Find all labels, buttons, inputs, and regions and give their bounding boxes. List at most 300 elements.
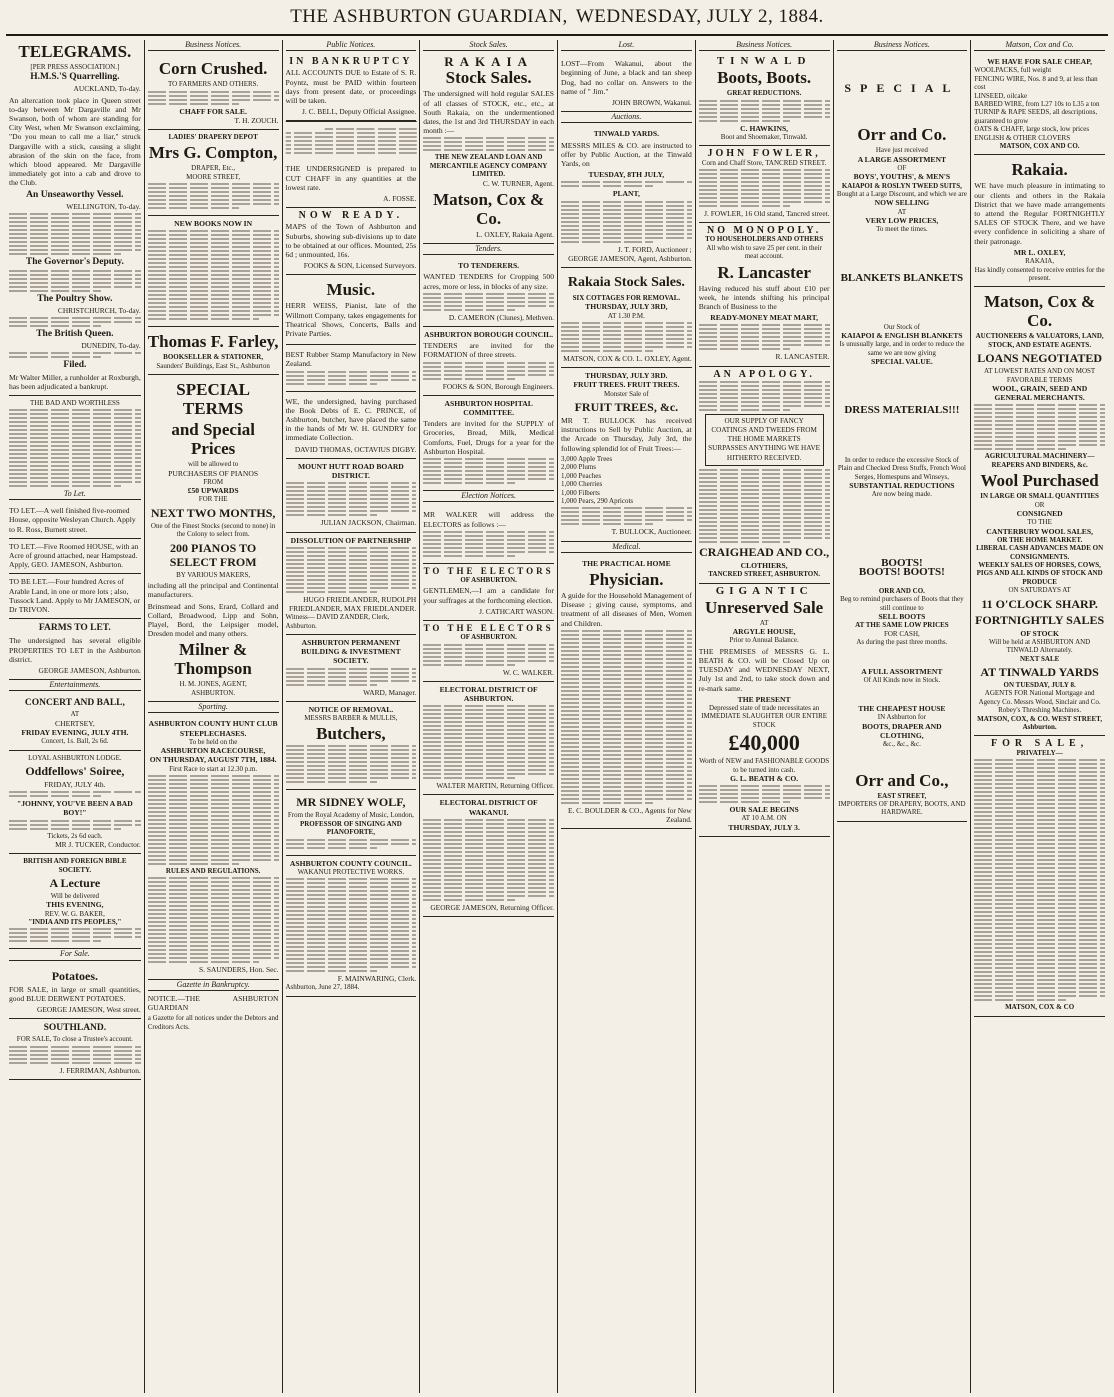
wool-purchased: Wool Purchased [980,471,1099,491]
first-race: First Race to start at 12.30 p.m. [169,764,258,773]
milner-place: ASHBURTON. [191,688,236,697]
rakaia-stock-ad [423,54,554,244]
woolpacks: WOOLPACKS, full weight [974,66,1052,75]
special-value: SPECIAL VALUE. [870,357,933,367]
orr-co: ORR AND CO. [878,586,925,595]
consigned: CONSIGNED [1016,508,1063,518]
fooks-eng-sig: FOOKS & SON, Borough Engineers. [442,381,554,391]
farley-sub: BOOKSELLER & STATIONER, [163,353,264,362]
monopoly-ad [699,223,830,366]
compton-sub: DRAPER, Etc., [191,164,236,173]
for-sale-cheap-ad [974,54,1105,155]
to-let-ad-3: TO BE LET.—Four hundred Acres of Arable Land, in one or more lots ; also, Tussock Land. Apply to Mr JAMESON, or Dr TRIVON. [9,574,141,619]
witness: Witness— DAVID ZANDER, Clerk, Ashburton. [285,613,390,630]
music-ad [286,275,417,345]
tree-item: 3,000 Apple Trees [561,454,613,463]
lancaster-more [699,324,830,350]
lecture-by: REV. W. G. BAKER, [44,909,105,918]
dissolution-heading: DISSOLUTION OF PARTNERSHIP [290,535,412,545]
column-6 [695,40,833,1393]
ford-sig: J. T. FORD, Auctioneer ; [617,244,692,254]
rakaia-cottages-ad [561,268,692,368]
southland-ad [9,1019,141,1080]
removal-ad [286,702,417,791]
will-allow: will be allowed to [187,460,239,469]
john-brown-sig: JOHN BROWN, Wakanui. [612,98,692,108]
fosse-sig: A. FOSSE. [383,194,417,204]
linseed: LINSEED, oilcake [974,91,1028,100]
fooks-sig: FOOKS & SON, Licensed Surveyors. [303,261,417,271]
auction-date: TUESDAY, 8TH JULY, [588,170,665,180]
column-7 [833,40,971,1393]
compton-text [148,183,279,209]
special-prices: and Special Prices [171,420,255,459]
columns [6,40,1108,1393]
very-low-prices: VERY LOW PRICES, [865,216,939,226]
bible-society: BRITISH AND FOREIGN BIBLE SOCIETY. [23,857,127,874]
physician-text: A guide for the Household Management of Disease ; giving cause, symptoms, and treatment of all diseases of Men, Women and Children. [561,590,692,628]
tree-item: 1,000 Pears, 290 Apricots [561,496,634,505]
unreserved-heading: Unreserved Sale [705,597,824,617]
medical-section: Medical. [561,542,692,553]
lost-ad [561,54,692,112]
bankruptcy-ad [286,54,417,121]
weiss-text: HERR WEISS, Pianist, late of the Willmott Company, takes engagements for Theatrical Shows, Concerts, Balls and Private Parties. [285,301,417,339]
cameron-sig: D. CAMERON (Clunes), Methven. [448,312,554,322]
cheapest-house: THE CHEAPEST HOUSE [858,704,946,714]
oxley-name: MR L. OXLEY, [1013,247,1066,257]
apology-more [699,469,830,543]
fowler-text [699,169,830,207]
stamp-more [286,371,417,385]
vessel-text [9,213,141,255]
sidney-ad [286,790,417,855]
hop-bitters-text [9,409,141,487]
chaff-cut-ad [286,159,417,208]
lecture-text [9,928,141,942]
jameson-sig: GEORGE JAMESON, Returning Officer. [430,902,554,912]
monopoly-heading: NO MONOPOLY. [707,225,822,237]
gazette-notice: NOTICE.—THE ASHBURTON GUARDIAN [147,993,279,1012]
lecture-ad [9,854,141,949]
boulder-sig: E. C. BOULDER & CO., Agents for New Zealand. [567,805,692,824]
sell-boots: SELL BOOTS [878,612,926,622]
sidney-sub: From the Royal Academy of Music, London, [287,811,414,820]
ashburton-date: Ashburton, June 27, 1884. [285,983,360,992]
fruit-date: THURSDAY, JULY 3RD. [585,371,668,381]
tinwald-yards-8: AT TINWALD YARDS [980,665,1099,680]
turner-sig: C. W. TURNER, Agent. [482,178,554,188]
or-1: OR [1034,500,1045,509]
borough-ad [423,327,554,396]
etc: &c., &c., &c. [882,740,921,749]
electors-heading-2: TO THE ELECTORS [423,622,554,633]
new-books-ad [148,216,279,327]
fruit-more [561,507,692,525]
walker-electors-ad [423,621,554,682]
tinwald-heading: TINWALD [716,55,812,68]
unusually-text: Is unusually large, and in order to reduce the same we are now giving [839,340,965,357]
ward-sig: WARD, Manager. [363,687,417,697]
steeplechase-ad [148,716,279,979]
matson-oxley-sig: MATSON, COX & CO. L. OXLEY, Agent. [563,354,692,364]
compton-street: MOORE STREET, [186,172,241,181]
singing: PROFESSOR OF SINGING AND PIANOFORTE, [299,819,402,837]
poultry-place: CHRISTCHURCH, To-day. [57,305,141,315]
fruit-heading: FRUIT TREES. FRUIT TREES. [573,380,680,390]
farley-heading: Thomas F. Farley, [147,332,279,352]
lecture-india: "INDIA AND ITS PEOPLES," [28,917,122,926]
vessel-place: WELLINGTON, To-day. [66,201,141,211]
upside-down-text [286,128,417,154]
column-5 [557,40,695,1393]
rakaia-heading: RAKAIA [444,54,533,70]
race-date: ON THURSDAY, AUGUST 7TH, 1884. [149,755,277,765]
wason-ad [423,564,554,621]
from: FROM [203,477,224,486]
telegrams-heading: TELEGRAMS. [18,42,132,61]
sporting-section: Sporting. [148,702,279,713]
cathcart-sig: J. CATHCART WASON. [479,606,554,616]
milner-agent: H. M. JONES, AGENT, [179,680,247,689]
fowler-heading: JOHN FOWLER, [707,148,821,160]
householders: TO HOUSEHOLDERS AND OTHERS [705,235,824,244]
column-4 [419,40,557,1393]
now-ready-ad [286,208,417,275]
butchers-heading: Butchers, [316,724,386,744]
bad-worthless-heading: THE BAD AND WORTHLESS [29,398,120,407]
electoral-ashburton-ad [423,682,554,796]
are-now: Are now being made. [871,490,932,499]
matson-end-sig: MATSON, COX & CO [1005,1003,1075,1012]
county-council-heading: ASHBURTON COUNTY COUNCIL. [289,858,412,868]
various-makers: BY VARIOUS MAKERS, [176,570,251,579]
rakaia-ad [974,155,1105,287]
quarrelling-heading: H.M.S.'S Quarrelling. [30,72,120,83]
poultry-text [9,317,141,327]
borough-text: TENDERS are invited for the FORMATION of three streets. [423,341,554,360]
prior-balance: Prior to Annual Balance. [729,636,799,645]
wool-grain: WOOL, GRAIN, SEED AND GENERAL MERCHANTS. [992,383,1088,403]
beath-text [699,785,830,803]
stock-sales-heading: Stock Sales. [445,68,532,88]
corn-sub: TO FARMERS AND OTHERS. [167,80,259,89]
including: including all the principal and Continental manufacturers. [147,581,279,600]
beath-name: G. L. BEATH & CO. [730,773,799,783]
for-the: FOR THE [198,495,228,504]
to-let-section: To Let. [9,489,141,500]
fowler-ad [699,146,830,223]
privately: PRIVATELY— [1016,748,1063,757]
apology-ad [699,367,830,584]
tuesday-july: ON TUESDAY, JULY 8. [1003,681,1076,690]
on-saturdays: ON SATURDAYS AT [1008,586,1071,595]
poultry-heading: The Poultry Show. [37,293,113,304]
farms-sig: GEORGE JAMESON, Ashburton. [38,665,141,675]
cottages-text [561,322,692,352]
stock-list [974,404,1105,450]
julian-sig: JULIAN JACKSON, Chairman. [320,518,417,528]
stamp-text: BEST Rubber Stamp Manufactory in New Zealand. [285,350,417,369]
barbed-wire: BARBED WIRE, from L27 10s to L35 a ton [974,100,1100,109]
next-two-months: NEXT TWO MONTHS, [150,505,276,520]
book-debts-text: WE, the undersigned, having purchased the Book Debts of E. C. PRINCE, of Ashburton, butcher, have placed the same in the hands of Mr W. H. GUNDRY for immediate Collection. [285,396,417,443]
lecture-will: Will be delivered [50,891,100,900]
lost-section: Lost. [561,40,692,51]
rules-text [148,877,279,963]
concert-at: AT [70,710,80,719]
rules-heading: RULES AND REGULATIONS. [165,866,261,875]
nz-loan: THE NEW ZEALAND LOAN AND MERCANTILE AGENCY COMPANY LIMITED. [429,153,548,179]
potatoes-sig: GEORGE JAMESON, West street. [36,1005,141,1014]
pianos-ad [148,375,279,702]
in-ashburton: IN Ashburton for [877,713,926,722]
oddfellows-text [9,791,141,797]
corn-ad [148,54,279,130]
public-notices-section: Public Notices. [286,40,417,51]
at-1: AT [897,207,907,216]
racecourse: ASHBURTON RACECOURSE, [160,746,266,756]
plain-checked: Plain and Checked Dress Stuffs, French Wool Serges, Homespuns and Winseys, [837,464,966,481]
mount-hutt-ad [286,459,417,533]
eleven-oclock: 11 O'CLOCK SHARP. [981,596,1098,611]
boots-heading-1: BOOTS! [881,556,923,569]
english-clovers: ENGLISH & OTHER CLOVERS [974,133,1071,142]
removal-heading: NOTICE OF REMOVAL. [308,704,394,714]
potatoes-text: FOR SALE, in large or small quantities, good BLUE DERWENT POTATOES. [9,984,141,1003]
concert-heading: CONCERT AND BALL, [24,698,125,709]
lancaster-heading: R. Lancaster [717,262,811,282]
now-selling: NOW SELLING [874,198,930,208]
press-association: [PER PRESS ASSOCIATION.] [30,63,120,71]
boots-heading-2: BOOTS! BOOTS! [858,565,945,578]
british-queen-text [9,352,141,358]
permanent-ad [286,635,417,702]
oxley-sig: L. OXLEY, Rakaia Agent. [476,229,554,239]
butchers-text [286,745,417,783]
physician-more [561,630,692,804]
ladies-depot: LADIES' DRAPERY DEPOT [168,133,258,142]
tancred-street: TANCRED STREET, ASHBURTON. [708,570,821,579]
concert-prices: Concert, 1s. Ball, 2s 6d. [41,737,109,746]
british-queen-heading: The British Queen. [36,329,114,340]
oddfellows-date: FRIDAY, JULY 4th. [44,779,106,789]
matson-heading: Matson, Cox & Co. [433,189,545,228]
book-debts-ad [286,392,417,459]
fowler-sub: Corn and Chaff Store, TANCRED STREET. [701,158,827,167]
new-books-text [148,230,279,320]
agricultural: AGRICULTURAL MACHINERY—REAPERS AND BINDERS, &c. [984,452,1095,469]
depressed-text: Depressed state of trade necessitates an IMMEDIATE SLAUGHTER OUR ENTIRE STOCK [701,703,828,729]
sidney-text [286,839,417,849]
tenderers-ad [423,258,554,327]
masthead-title: THE ASHBURTON GUARDIAN, [290,6,568,27]
southland-sub: FOR SALE, To close a Trustee's account. [16,1035,133,1044]
upside-down-ad [286,121,417,159]
vessel-heading: An Unseaworthy Vessel. [26,189,124,200]
concert-date: FRIDAY EVENING, JULY 4TH. [21,727,129,737]
farley-address: Saunders' Buildings, East St., Ashburton [156,361,270,370]
business-notices-6: Business Notices. [699,40,830,51]
orr-co-heading: Orr and Co., [855,770,949,790]
walker-dates [423,531,554,557]
tickets: Tickets, 2s 6d each. [47,831,103,840]
auctions-section: Auctions. [561,112,692,123]
lecture-heading: A Lecture [49,875,101,890]
rakaia-text-8: WE have much pleasure in intimating to our clients and others in the Rakaia District that we have made arrangements to attend the Regular FORTNIGHTLY SALES OF STOCK There, and we have every confidence in soliciting a share of their patronage. [974,181,1105,246]
bullock-sig: T. BULLOCK, Auctioneer. [611,527,692,537]
of-stock: OF STOCK [1020,628,1059,638]
matson-sig-1: MATSON, COX AND CO. [999,142,1080,151]
as-during: As during the past three months. [856,638,948,647]
large-small: IN LARGE OR SMALL QUANTITIES [980,492,1099,501]
auction-intro [561,181,692,187]
tree-item: 1,000 Peaches [561,471,602,480]
bought-text: Bought at a Large Discount, and which we are [836,190,967,199]
fruit-trees-ad [561,368,692,541]
governor-heading: The Governor's Deputy. [25,256,124,267]
beg-remind: Beg to remind purchasers of Boots that they still continue to [840,595,964,612]
column-1 [6,40,144,1393]
tenderers-heading: TO TENDERERS. [458,261,520,271]
lecture-evening: THIS EVENING, [46,900,104,910]
tinwald-auction-ad [561,126,692,268]
lancaster-sig: R. LANCASTER. [775,352,830,362]
fruit-trees-heading: FRUIT TREES, &c. [574,400,679,415]
mount-hutt-heading: MOUNT HUTT ROAD BOARD DISTRICT. [297,461,404,481]
gentlemen-text: GENTLEMEN,—I am a candidate for your suffrages at the forthcoming election. [423,586,554,605]
agents-for: AGENTS FOR National Mortgage and Agency Co. Messrs Wood, Sinclair and Co. Robey's Threshing Machines. [978,689,1101,715]
turnip-seeds: TURNIP & RAPE SEEDS, all descriptions, guaranteed to grow [974,108,1098,125]
for-sale-section: For Sale. [9,949,141,960]
farley-ad [148,327,279,375]
to-the: TO THE [1027,518,1052,527]
our-sale-begins: OUR SALE BEGINS [729,805,799,815]
next-sale: NEXT SALE [1019,654,1060,663]
new-books-heading: NEW BOOKS NOW IN [174,219,253,229]
farms-text: The undersigned has several eligible PROPERTIES TO LET in the Ashburton district. [9,636,141,664]
of-ashburton-2: OF ASHBURTON. [460,633,517,642]
rakaia-dates [423,137,554,151]
tinwald-yards: TINWALD YARDS. [593,129,659,139]
column-3 [282,40,420,1393]
to-meet: To meet the times. [876,225,928,234]
liberal-advances: LIBERAL CASH ADVANCES MADE ON CONSIGNMENTS. [976,544,1104,561]
canterbury: CANTERBURY WOOL SALES, [986,526,1093,536]
piano-makers: Brinsmead and Sons, Erard, Collard and Collard, Broadwood, Lipp and Sohn, Playel, Bord, the Leipsiger model, Dresden model and many others. [147,601,279,639]
blankets-heading: BLANKETS BLANKETS [840,271,964,284]
business-notices-section: Business Notices. [148,40,279,51]
gigantic-heading: GIGANTIC [715,584,813,597]
walker-text: MR WALKER will address the ELECTORS as follows :— [423,510,554,529]
rakaia-stock-sales: Rakaia Stock Sales. [567,275,685,291]
mainwaring-sig: F. MAINWARING, Clerk. [337,974,417,984]
tenderers-more [423,293,554,311]
walker-electors-text [423,644,554,666]
bankruptcy-sig: J. C. BELL, Deputy Official Assignee. [302,107,417,117]
miles-text: MESSRS MILES & CO. are instructed to offer by Public Auction, at the Tinwald Yards, on [561,140,692,169]
loans-heading: LOANS NEGOTIATED [977,351,1103,366]
boots-draper: BOOTS, DRAPER AND [862,721,942,731]
great-reductions: GREAT REDUCTIONS. [726,89,802,98]
boots-heading: Boots, Boots. [717,68,812,88]
in-order: In order to reduce the excessive Stock of [844,455,959,464]
bullock-text: MR T. BULLOCK has received instructions to Sell by Public Auction, at the Arcade on Thursday, July 3rd, the following splendid lot of Fruit Trees:— [561,416,692,453]
matson-section: Matson, Cox and Co. [974,40,1105,51]
for-sale-list-ad [974,736,1105,1016]
johnny-title: "JOHNNY, YOU'VE BEEN A BAD BOY!" [17,799,133,818]
electoral-wakanui-ad [423,795,554,917]
for-sale-heading: FOR SALE, [991,738,1089,750]
oddfellows-heading: Oddfellows' Soiree, [25,763,125,778]
barber-mullis: MESSRS BARBER & MULLIS, [304,713,398,722]
oats-chaff: OATS & CHAFF, large stock, low prices [974,125,1090,134]
fowler-sig: J. FOWLER, 16 Old stand, Tancred street. [704,209,830,219]
county-council-ad [286,856,417,997]
book-debts-sig: DAVID THOMAS, OCTAVIUS DIGBY. [294,444,417,454]
craighead-heading: CRAIGHEAD AND CO., [699,544,830,559]
hawkins-ad [699,54,830,146]
clothiers: CLOTHIERS, [740,560,788,570]
six-cottages: SIX COTTAGES FOR REMOVAL. [572,294,681,303]
borough-heading: ASHBURTON BOROUGH COUNCIL. [424,330,554,340]
gazette-text: a Gazette for all notices under the Debtors and Creditors Acts. [147,1014,279,1031]
quarrelling-text: An altercation took place in Queen street to-day between Mr Dargaville and Mr Swanson, both of whom are standing for City West, when Mr Swanson exclaiming, "Do you mean to call me a liar," struck Dargaville with a stick, causing a slight abrasion of the skin on the face, from which blood appeared. Mr Dargaville immediately got into a cab and drove to the Club. [9,95,141,188]
masthead [6,0,1108,36]
concert-ad [9,694,141,750]
hospital-text: Tenders are invited for the SUPPLY of Groceries, Bread, Milk, Medical Comforts, Fuel, Drugs for a year for the Ashburton Hospital. [423,419,554,456]
corn-text [148,91,279,105]
loyal-lodge: LOYAL ASHBURTON LODGE. [28,753,122,762]
farms-ad [9,619,141,680]
chaff-cut-text: THE UNDERSIGNED is prepared to CUT CHAFF in any quantities at the lowest rate. [285,164,417,192]
tenders-section: Tenders. [423,244,554,255]
special-terms: SPECIAL TERMS [176,380,250,419]
to-let-ad-2: TO LET.—Five Roomed HOUSE, with an Acre of ground attached, near Hampstead. Apply, GEO. JAMESON, Ashburton. [9,539,141,575]
gigantic-ad [699,584,830,837]
wakanui-works: WAKANUI PROTECTIVE WORKS. [297,867,405,876]
purchasers: PURCHASERS OF PIANOS [168,468,259,478]
governor-text [9,270,141,292]
worth-text: Worth of NEW and FASHIONABLE GOODS to be turned into cash. [699,757,830,774]
rakaia-heading-8: Rakaia. [1011,160,1068,180]
sale-date: THURSDAY, JULY 3. [728,822,800,832]
ferriman-sig: J. FERRIMAN, Ashburton. [59,1065,141,1075]
lancaster-text: Having reduced his stuff about £10 per week, he intends shifting his principal Branch of Business to the [698,283,830,312]
hospital-more [423,458,554,484]
hawkins-text [699,100,830,122]
hawkins-name: C. HAWKINS, [740,123,789,133]
cottages-date: THURSDAY, JULY 3RD, [585,302,668,312]
farms-heading: FARMS TO LET. [38,623,111,634]
rakaia-text: The undersigned will hold regular SALES of all classes of STOCK, etc., etc., at South Rakaia, on the undermentioned dates, the 1st and 3rd THURSDAY in each month :— [423,89,554,136]
borough-more [423,362,554,380]
electors-heading-1: TO THE ELECTORS [423,565,554,576]
mount-hutt-text [286,482,417,516]
filed-text: Mr Walter Miller, a runholder at Roxburgh, has been adjudicated a bankrupt. [9,373,141,392]
saunders-sig: S. SAUNDERS, Hon. Sec. [199,965,279,975]
tree-item: 1,000 Filberts [561,488,600,497]
plant-heading: PLANT, [612,189,640,199]
hospital-heading: ASHBURTON HOSPITAL COMMITTEE. [444,398,533,418]
matson-west: MATSON, COX, & CO. WEST STREET, Ashburton. [977,714,1103,732]
practical-home: THE PRACTICAL HOME [582,558,671,568]
tucker-sig: MR J. TUCKER, Conductor. [55,839,141,849]
johnny-text [9,820,141,830]
compton-heading: Mrs G. Compton, [148,143,278,163]
physician-ad [561,556,692,829]
for-cash: FOR CASH, [883,629,920,638]
